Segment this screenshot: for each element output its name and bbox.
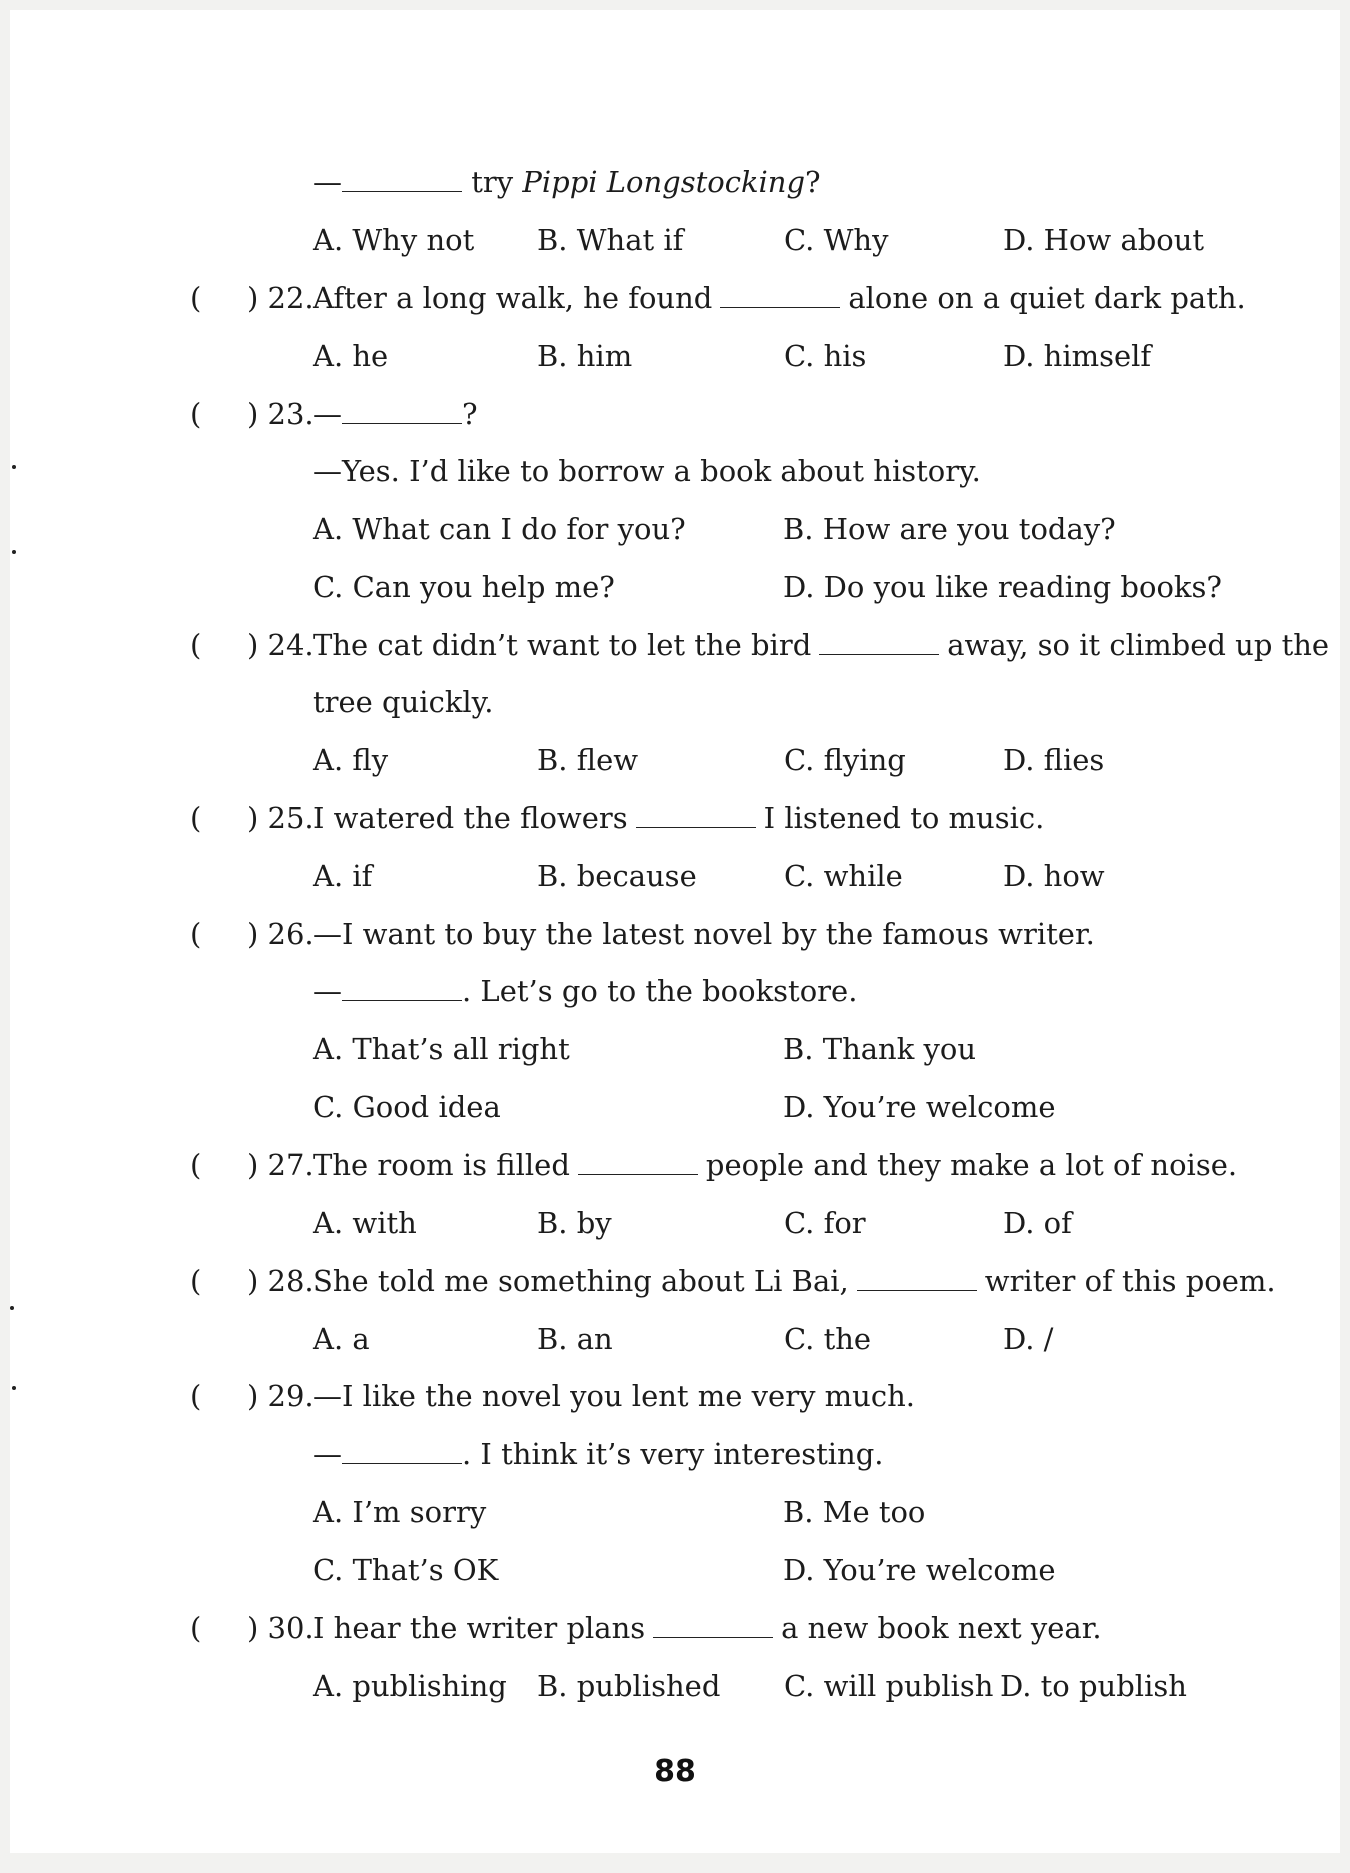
q27-options xyxy=(10,1203,1340,1243)
option-c: C. flying xyxy=(784,743,906,777)
question-24: ( ) 24. The cat didn’t want to let the bird away, so it climbed up the xyxy=(10,625,1340,665)
scan-speck xyxy=(10,1306,14,1310)
answer-paren: ( xyxy=(190,1148,202,1182)
question-number: ) 29. xyxy=(247,1379,314,1413)
question-22: ( ) 22. After a long walk, he found alone on a quiet dark path. xyxy=(10,278,1340,318)
question-27: ( ) 27. The room is filled people and they make a lot of noise. xyxy=(10,1145,1340,1185)
q23-options-row2 xyxy=(10,567,1340,607)
option-b: B. What if xyxy=(537,223,684,257)
q24-continuation: tree quickly. xyxy=(313,685,494,719)
question-number: ) 23. xyxy=(247,397,314,431)
option-a: A. with xyxy=(313,1206,417,1240)
question-30: ( ) 30. I hear the writer plans a new book next year. xyxy=(10,1608,1340,1648)
q21-options xyxy=(10,220,1340,260)
option-a: A. Why not xyxy=(313,223,475,257)
answer-blank xyxy=(342,163,462,192)
option-b: B. Me too xyxy=(783,1495,926,1529)
option-b: B. because xyxy=(537,859,697,893)
option-c: C. Can you help me? xyxy=(313,570,615,604)
q28-options xyxy=(10,1319,1340,1359)
q21-reply-line: — try Pippi Longstocking? xyxy=(313,165,821,199)
option-b: B. by xyxy=(537,1206,612,1240)
answer-paren: ( xyxy=(190,1379,202,1413)
option-d: D. flies xyxy=(1003,743,1105,777)
answer-paren: ( xyxy=(190,1264,202,1298)
option-a: A. fly xyxy=(313,743,389,777)
question-number: ) 27. xyxy=(247,1148,314,1182)
q26-reply: — . Let’s go to the bookstore. xyxy=(313,974,858,1008)
option-d: D. himself xyxy=(1003,339,1152,373)
answer-blank xyxy=(636,799,756,828)
option-b: B. flew xyxy=(537,743,639,777)
q26-options-row2 xyxy=(10,1087,1340,1127)
option-c: C. his xyxy=(784,339,867,373)
answer-paren: ( xyxy=(190,397,202,431)
question-29: ( ) 29. —I like the novel you lent me very much. xyxy=(10,1376,1340,1416)
option-c: C. while xyxy=(784,859,903,893)
option-c: C. Why xyxy=(784,223,889,257)
option-a: A. publishing xyxy=(313,1669,507,1703)
answer-blank xyxy=(342,395,462,424)
option-b: B. published xyxy=(537,1669,721,1703)
q29-options-row2 xyxy=(10,1550,1340,1590)
answer-paren: ( xyxy=(190,628,202,662)
question-number: ) 22. xyxy=(247,281,314,315)
answer-paren: ( xyxy=(190,917,202,951)
q24-options xyxy=(10,740,1340,780)
question-26: ( ) 26. —I want to buy the latest novel by the famous writer. xyxy=(10,914,1340,954)
option-b: B. an xyxy=(537,1322,613,1356)
option-c: C. Good idea xyxy=(313,1090,501,1124)
question-number: ) 25. xyxy=(247,801,314,835)
q22-options xyxy=(10,336,1340,376)
question-number: ) 30. xyxy=(247,1611,314,1645)
question-23: ( ) 23. — ? xyxy=(10,394,1340,434)
answer-blank xyxy=(720,279,840,308)
answer-blank xyxy=(653,1609,773,1638)
scan-speck xyxy=(12,465,16,469)
option-d: D. Do you like reading books? xyxy=(783,570,1222,604)
option-a: A. if xyxy=(313,859,373,893)
option-a: A. That’s all right xyxy=(313,1032,570,1066)
option-a: A. What can I do for you? xyxy=(313,512,686,546)
option-b: B. How are you today? xyxy=(783,512,1116,546)
option-d: D. How about xyxy=(1003,223,1205,257)
option-a: A. he xyxy=(313,339,389,373)
option-d: D. / xyxy=(1003,1322,1054,1356)
worksheet-page xyxy=(10,10,1340,1853)
book-title: Pippi Longstocking xyxy=(522,165,806,199)
option-c: C. will publish xyxy=(784,1669,994,1703)
question-28: ( ) 28. She told me something about Li Bai, writer of this poem. xyxy=(10,1261,1340,1301)
option-d: D. to publish xyxy=(1000,1669,1187,1703)
answer-blank xyxy=(578,1146,698,1175)
option-a: A. a xyxy=(313,1322,370,1356)
q23-options-row1 xyxy=(10,509,1340,549)
question-number: ) 26. xyxy=(247,917,314,951)
answer-paren: ( xyxy=(190,801,202,835)
option-d: D. You’re welcome xyxy=(783,1553,1056,1587)
option-c: C. the xyxy=(784,1322,872,1356)
answer-blank xyxy=(342,972,462,1001)
scan-speck xyxy=(12,550,16,554)
answer-blank xyxy=(342,1435,462,1464)
option-d: D. You’re welcome xyxy=(783,1090,1056,1124)
option-b: B. him xyxy=(537,339,633,373)
answer-paren: ( xyxy=(190,1611,202,1645)
q23-reply: —Yes. I’d like to borrow a book about history. xyxy=(313,454,981,488)
option-c: C. That’s OK xyxy=(313,1553,499,1587)
q26-options-row1 xyxy=(10,1029,1340,1069)
question-25: ( ) 25. I watered the flowers I listened to music. xyxy=(10,798,1340,838)
q29-reply: — . I think it’s very interesting. xyxy=(313,1437,884,1471)
option-d: D. how xyxy=(1003,859,1105,893)
question-number: ) 28. xyxy=(247,1264,314,1298)
q30-options xyxy=(10,1666,1340,1706)
answer-blank xyxy=(819,626,939,655)
question-number: ) 24. xyxy=(247,628,314,662)
answer-blank xyxy=(857,1262,977,1291)
page-number: 88 xyxy=(654,1754,696,1789)
q29-options-row1 xyxy=(10,1492,1340,1532)
option-c: C. for xyxy=(784,1206,866,1240)
option-a: A. I’m sorry xyxy=(313,1495,487,1529)
answer-paren: ( xyxy=(190,281,202,315)
option-b: B. Thank you xyxy=(783,1032,977,1066)
scan-speck xyxy=(12,1386,16,1390)
option-d: D. of xyxy=(1003,1206,1072,1240)
q25-options xyxy=(10,856,1340,896)
